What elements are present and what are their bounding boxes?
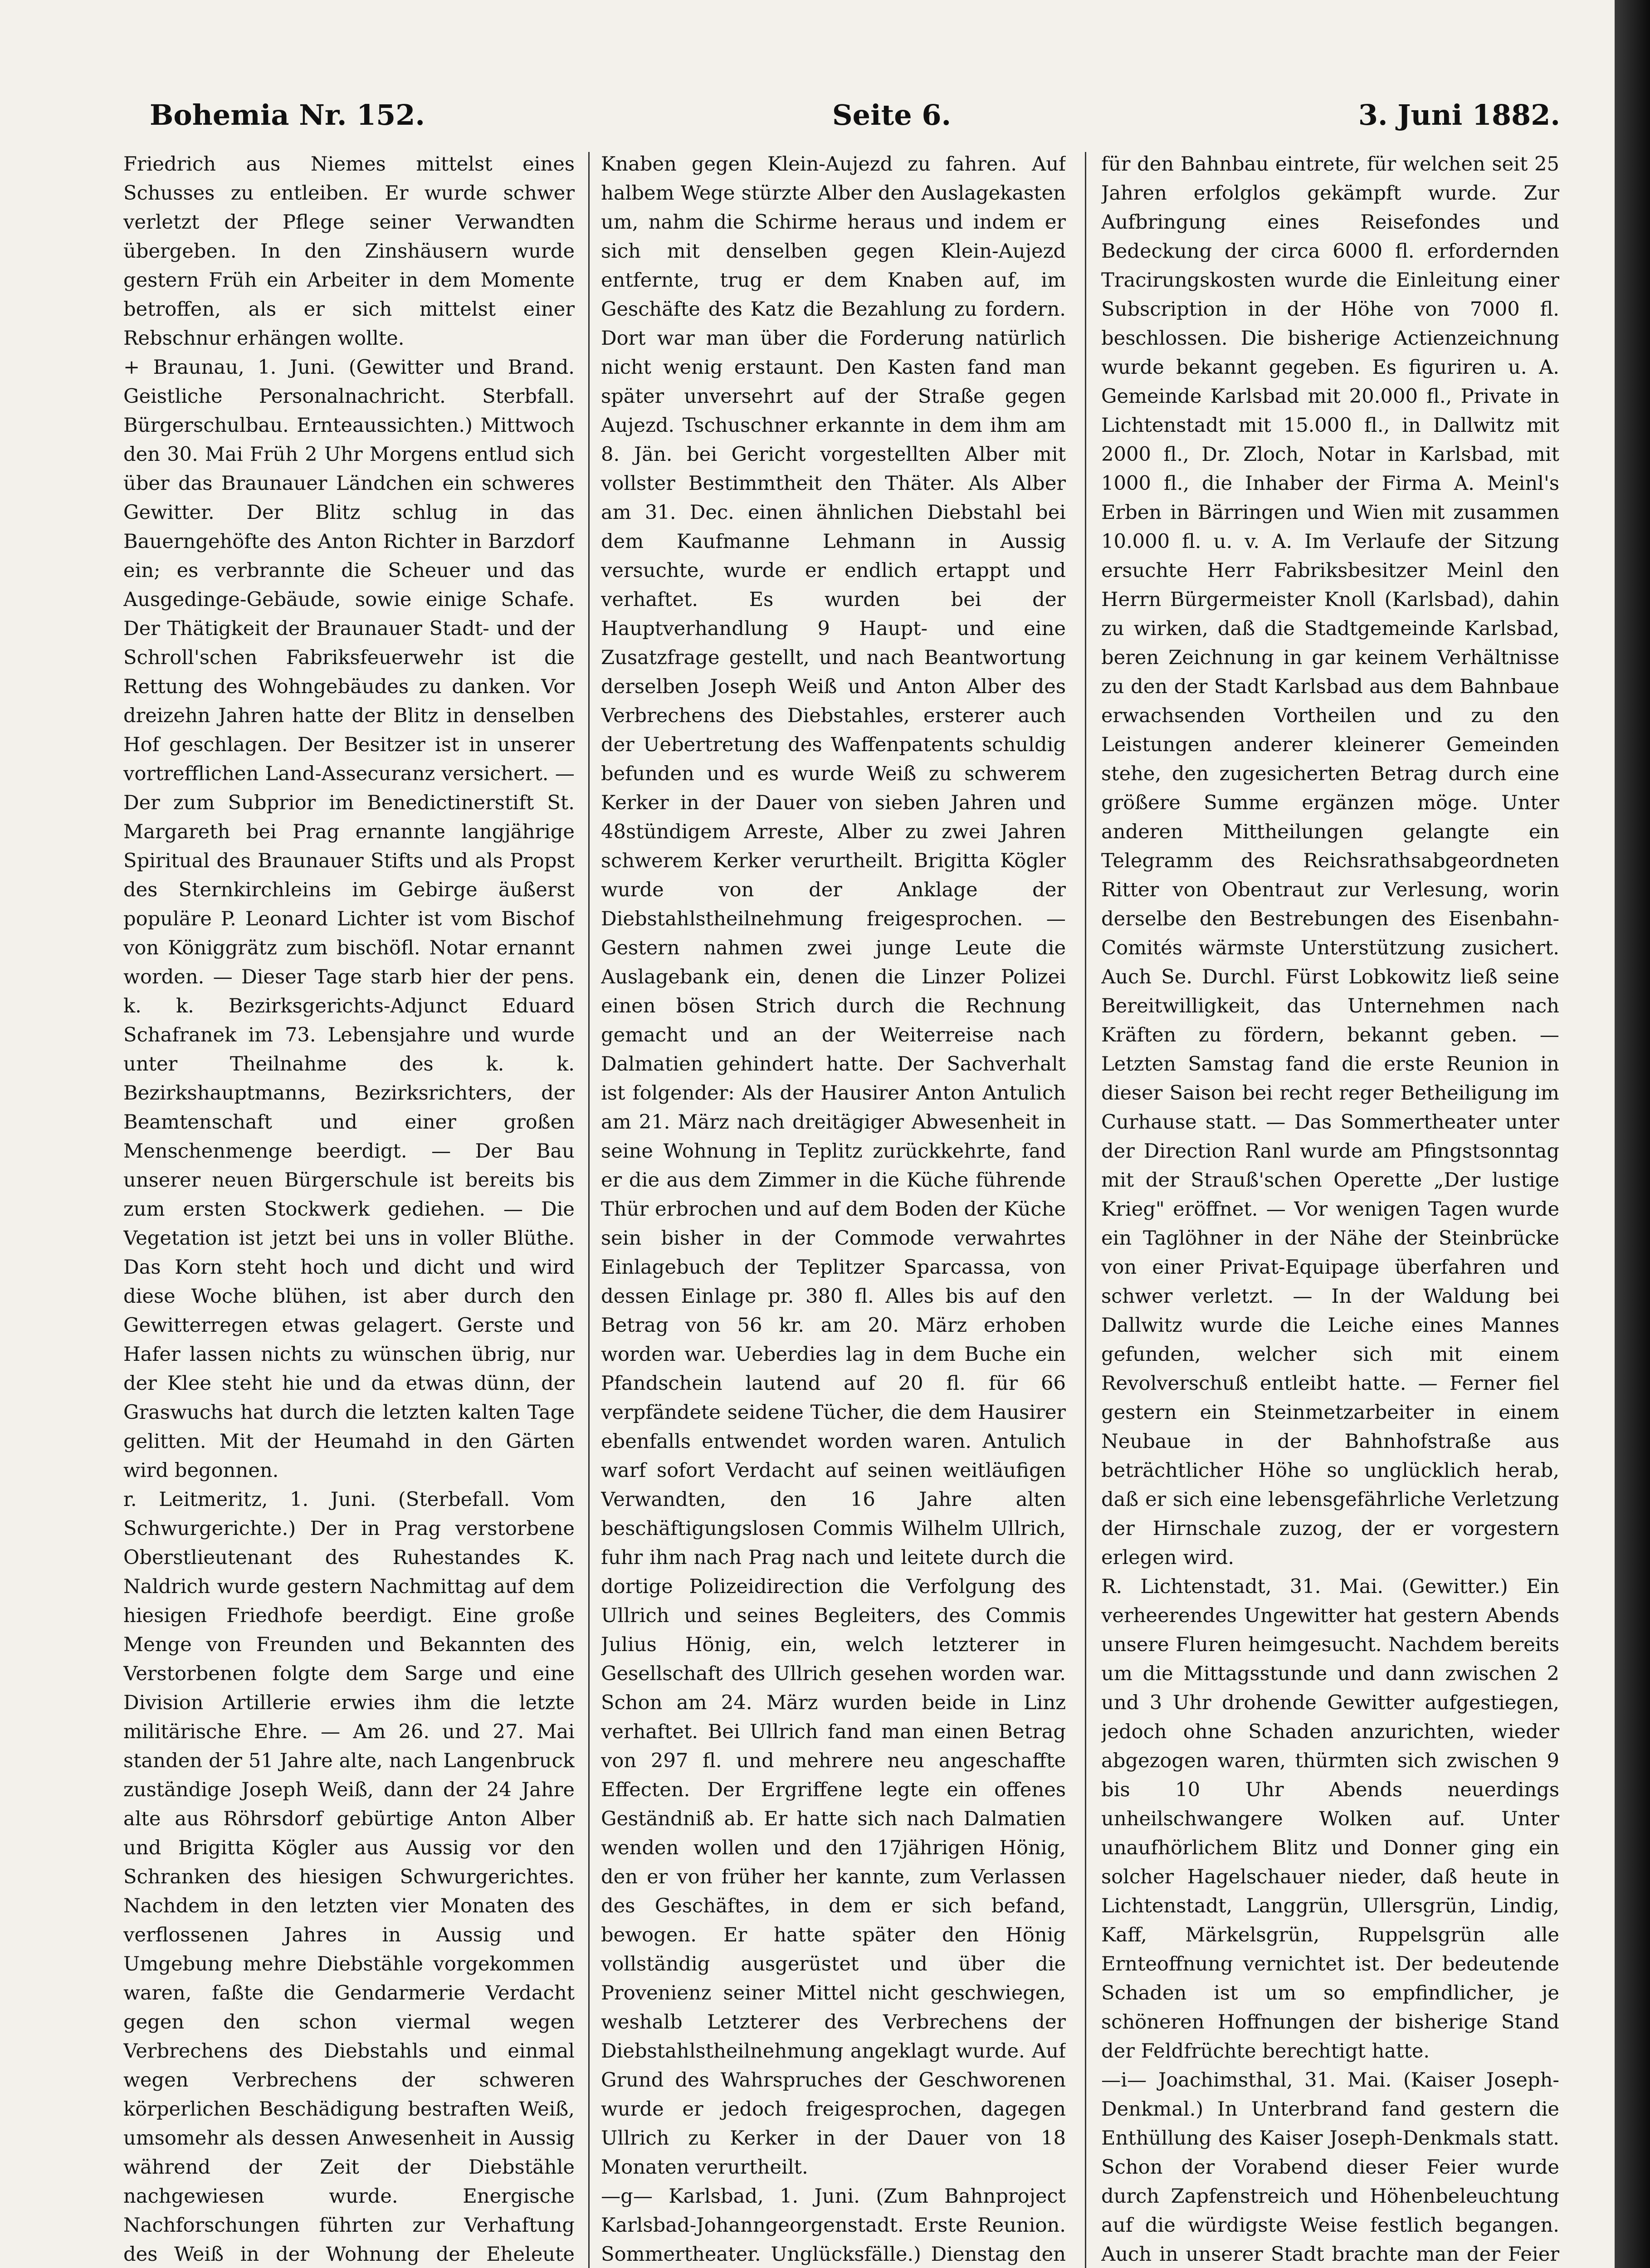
article-paragraph: Friedrich aus Niemes mittelst eines Schusses zu entleiben. Er wurde schwer verletzt der Pflege seiner Verwandten übergeben. In den Zinshäusern wurde gestern Früh ein Arbeiter in dem Momente betroffen, als er sich mittelst einer Rebschnur erhängen wollte. — [123, 153, 575, 350]
header-publication-issue: Bohemia Nr. 152. — [150, 98, 425, 132]
article-paragraph: + Braunau, 1. Juni. (Gewitter und Brand. Geistliche Personalnachricht. Sterbfall. Bürgerschulbau. Ernteaussichten.) Mittwoch den 30. Mai Früh 2 Uhr Morgens entlud sich über das Braunauer Ländchen ein schweres Gewitter. Der Blitz schlug in das Bauerngehöfte des Anton Richter in Barzdorf ein; es verbrannte die Scheuer und das Ausgedinge-Gebäude, sowie einige Schafe. Der Thätigkeit der Braunauer Stadt- und der Schroll'schen Fabriksfeuerwehr ist die Rettung des Wohngebäudes zu danken. Vor dreizehn Jahren hatte der Blitz in denselben Hof geschlagen. Der Besitzer ist in unserer vortrefflichen Land-Assecuranz versichert. — Der zum Subprior im Benedictinerstift St. Margareth bei Prag ernannte langjährige Spiritual des Braunauer Stifts und als Propst des Sternkirchleins im Gebirge äußerst populäre P. Leonard Lichter ist vom Bischof von Königgrätz zum bischöfl. Notar ernannt worden. — Dieser Tage starb hier der pens. k. k. Bezirksgerichts-Adjunct Eduard Schafranek im 73. Lebensjahre und wurde unter Theilnahme des k. k. Bezirkshauptmanns, Bezirksrichters, der Beamtenschaft und einer großen Menschenmenge beerdigt. — Der Bau unserer neuen Bürgerschule ist bereits bis zum ersten Stockwerk gediehen. — Die Vegetation ist jetzt bei uns in voller Blüthe. Das Korn steht hoch und dicht und wird diese Woche blühen, ist aber durch den Gewitterregen etwas gelagert. Gerste und Hafer lassen nichts zu wünschen übrig, nur der Klee steht hie und da etwas dünn, der Graswuchs hat durch die letzten kalten Tage gelitten. Mit der Heumahd in den Gärten wird begonnen. — [123, 356, 575, 1482]
column-divider — [588, 152, 590, 2268]
article-paragraph: Knaben gegen Klein-Aujezd zu fahren. Auf halbem Wege stürzte Alber den Auslagekasten um, nahm die Schirme heraus und indem er sich mit denselben gegen Klein-Aujezd entfernte, trug er dem Knaben auf, im Geschäfte des Katz die Bezahlung zu fordern. Dort war man über die Forderung natürlich nicht wenig erstaunt. Den Kasten fand man später unversehrt auf der Straße gegen Aujezd. Tschuschner erkannte in dem ihm am 8. Jän. bei Gericht vorgestellten Alber mit vollster Bestimmtheit den Thäter. Als Alber am 31. Dec. einen ähnlichen Diebstahl bei dem Kaufmanne Lehmann in Aussig versuchte, wurde er endlich ertappt und verhaftet. Es wurden bei der Hauptverhandlung 9 Haupt- und eine Zusatzfrage gestellt, und nach Beantwortung derselben Joseph Weiß und Anton Alber des Verbrechens des Diebstahles, ersterer auch der Uebertretung des Waffenpatents schuldig befunden und es wurde Weiß zu schwerem Kerker in der Dauer von sieben Jahren und 48stündigem Arreste, Alber zu zwei Jahren schwerem Kerker verurtheilt. Brigitta Kögler wurde von der Anklage der Diebstahlstheilnehmung freigesprochen. — Gestern nahmen zwei junge Leute die Auslagebank ein, denen die Linzer Polizei einen bösen Strich durch die Rechnung gemacht und an der Weiterreise nach Dalmatien gehindert hatte. Der Sachverhalt ist folgender: Als der Hausirer Anton Antulich am 21. März nach dreitägiger Abwesenheit in seine Wohnung in Teplitz zurückkehrte, fand er die aus dem Zimmer in die Küche führende Thür erbrochen und auf dem Boden der Küche sein bisher in der Commode verwahrtes Einlagebuch der Teplitzer Sparcassa, von dessen Einlage pr. 380 fl. Alles bis auf den Betrag von 56 kr. am 20. März erhoben worden war. Ueberdies lag in dem Buche ein Pfandschein lautend auf 20 fl. für 66 verpfändete seidene Tücher, die dem Hausirer ebenfalls entwendet worden waren. Antulich warf sofort Verdacht auf seinen weitläufigen Verwandten, den 16 Jahre alten beschäftigungslosen Commis Wilhelm Ullrich, fuhr ihm nach Prag nach und leitete durch die dortige Polizeidirection die Verfolgung des Ullrich und seines Begleiters, des Commis Julius Hönig, ein, welch letzterer in Gesellschaft des Ullrich gesehen worden war. Schon am 24. März wurden beide in Linz verhaftet. Bei Ullrich fand man einen Betrag von 297 fl. und mehrere neu angeschaffte Effecten. Der Ergriffene legte ein offenes Geständniß ab. Er hatte sich nach Dalmatien wenden wollen und den 17jährigen Hönig, den er von früher her kannte, zum Verlassen des Geschäftes, in dem er sich befand, bewogen. Er hatte später den Hönig vollständig ausgerüstet und über die Provenienz seiner Mittel nicht geschwiegen, weshalb Letzterer des Verbrechens der Diebstahlstheilnehmung angeklagt wurde. Auf Grund des Wahrspruches der Geschworenen wurde er jedoch freigesprochen, dagegen Ullrich zu Kerker in der Dauer von 18 Monaten verurtheilt. — [601, 153, 1066, 2179]
article-paragraph: —g— Karlsbad, 1. Juni. (Zum Bahnproject Karlsbad-Johanngeorgenstadt. Erste Reunion. Sommertheater. Unglücksfälle.) Dienstag den — [601, 2185, 1066, 2266]
article-paragraph: R. Lichtenstadt, 31. Mai. (Gewitter.) Ein verheerendes Ungewitter hat gestern Abends unsere Fluren heimgesucht. Nachdem bereits um die Mittagsstunde und dann zwischen 2 und 3 Uhr drohende Gewitter aufgestiegen, jedoch ohne Schaden anzurichten, wieder abgezogen waren, thürmten sich zwischen 9 bis 10 Uhr Abends neuerdings unheilschwangere Wolken auf. Unter unaufhörlichem Blitz und Donner ging ein solcher Hagelschauer nieder, daß heute in Lichtenstadt, Langgrün, Ullersgrün, Lindig, Kaff, Märkelsgrün, Ruppelsgrün alle Ernteoffnung vernichtet ist. Der bedeutende Schaden ist um so empfindlicher, je schöneren Hoffnungen der bisherige Stand der Feldfrüchte berechtigt hatte. — [1101, 1575, 1559, 2063]
text-column-1 — [123, 150, 575, 2268]
scan-edge — [1615, 0, 1650, 2268]
article-paragraph: für den Bahnbau eintrete, für welchen seit 25 Jahren erfolglos gekämpft wurde. Zur Aufbringung eines Reisefondes und Bedeckung der circa 6000 fl. erfordernden Tracirungskosten wurde die Einleitung einer Subscription in der Höhe von 7000 fl. beschlossen. Die bisherige Actienzeichnung wurde bekannt gegeben. Es figuriren u. A. Gemeinde Karlsbad mit 20.000 fl., Private in Lichtenstadt mit 15.000 fl., in Dallwitz mit 2000 fl., Dr. Zloch, Notar in Karlsbad, mit 1000 fl., die Inhaber der Firma A. Meinl's Erben in Bärringen und Wien mit zusammen 10.000 fl. u. v. A. Im Verlaufe der Sitzung ersuchte Herr Fabriksbesitzer Meinl den Herrn Bürgermeister Knoll (Karlsbad), dahin zu wirken, daß die Stadtgemeinde Karlsbad, beren Zeichnung in gar keinem Verhältnisse zu den der Stadt Karlsbad aus dem Bahnbaue erwachsenden Vortheilen und zu den Leistungen anderer kleinerer Gemeinden stehe, den zugesicherten Betrag durch eine größere Summe ergänzen möge. Unter anderen Mittheilungen gelangte ein Telegramm des Reichsrathsabgeordneten Ritter von Obentraut zur Verlesung, worin derselbe den Bestrebungen des Eisenbahn-Comités wärmste Unterstützung zusichert. Auch Se. Durchl. Fürst Lobkowitz ließ seine Bereitwilligkeit, das Unternehmen nach Kräften zu fördern, bekannt geben. — Letzten Samstag fand die erste Reunion in dieser Saison bei recht reger Betheiligung im Curhause statt. — Das Sommertheater unter der Direction Ranl wurde am Pfingstsonntag mit der Strauß'schen Operette „Der lustige Krieg" eröffnet. — Vor wenigen Tagen wurde ein Taglöhner in der Nähe der Steinbrücke von einer Privat-Equipage überfahren und schwer verletzt. — In der Waldung bei Dallwitz wurde die Leiche eines Mannes gefunden, welcher sich mit einem Revolverschuß entleibt hatte. — Ferner fiel gestern ein Steinmetzarbeiter in einem Neubaue in der Bahnhofstraße aus beträchtlicher Höhe so unglücklich herab, daß er sich eine lebensgefährliche Verletzung der Hirnschale zuzog, der er vorgestern erlegen wird. — [1101, 153, 1559, 1569]
header-date: 3. Juni 1882. — [1358, 98, 1560, 132]
column-divider — [1085, 152, 1086, 2268]
text-column-3 — [1101, 150, 1559, 2268]
article-paragraph: r. Leitmeritz, 1. Juni. (Sterbefall. Vom Schwurgerichte.) Der in Prag verstorbene Oberstlieutenant des Ruhestandes K. Naldrich wurde gestern Nachmittag auf dem hiesigen Friedhofe beerdigt. Eine große Menge von Freunden und Bekannten des Verstorbenen folgte dem Sarge und eine Division Artillerie erwies ihm die letzte militärische Ehre. — Am 26. und 27. Mai standen der 51 Jahre alte, nach Langenbruck zuständige Joseph Weiß, dann der 24 Jahre alte aus Röhrsdorf gebürtige Anton Alber und Brigitta Kögler aus Aussig vor den Schranken des hiesigen Schwurgerichtes. Nachdem in den letzten vier Monaten des verflossenen Jahres in Aussig und Umgebung mehre Diebstähle vorgekommen waren, faßte die Gendarmerie Verdacht gegen den schon viermal wegen Verbrechens des Diebstahls und einmal wegen Verbrechens der schweren körperlichen Beschädigung bestraften Weiß, umsomehr als dessen Anwesenheit in Aussig während der Zeit der Diebstähle nachgewiesen wurde. Energische Nachforschungen führten zur Verhaftung des Weiß in der Wohnung der Eheleute — [123, 1488, 575, 2266]
page-header — [150, 94, 1560, 135]
text-column-2 — [601, 150, 1066, 2268]
header-page-number: Seite 6. — [832, 98, 952, 132]
article-paragraph: —i— Joachimsthal, 31. Mai. (Kaiser Joseph-Denkmal.) In Unterbrand fand gestern die Enthüllung des Kaiser Joseph-Denkmals statt. Schon der Vorabend dieser Feier wurde durch Zapfenstreich und Höhenbeleuchtung auf die würdigste Weise festlich begangen. Auch in unserer Stadt brachte man der Feier — [1101, 2069, 1559, 2266]
